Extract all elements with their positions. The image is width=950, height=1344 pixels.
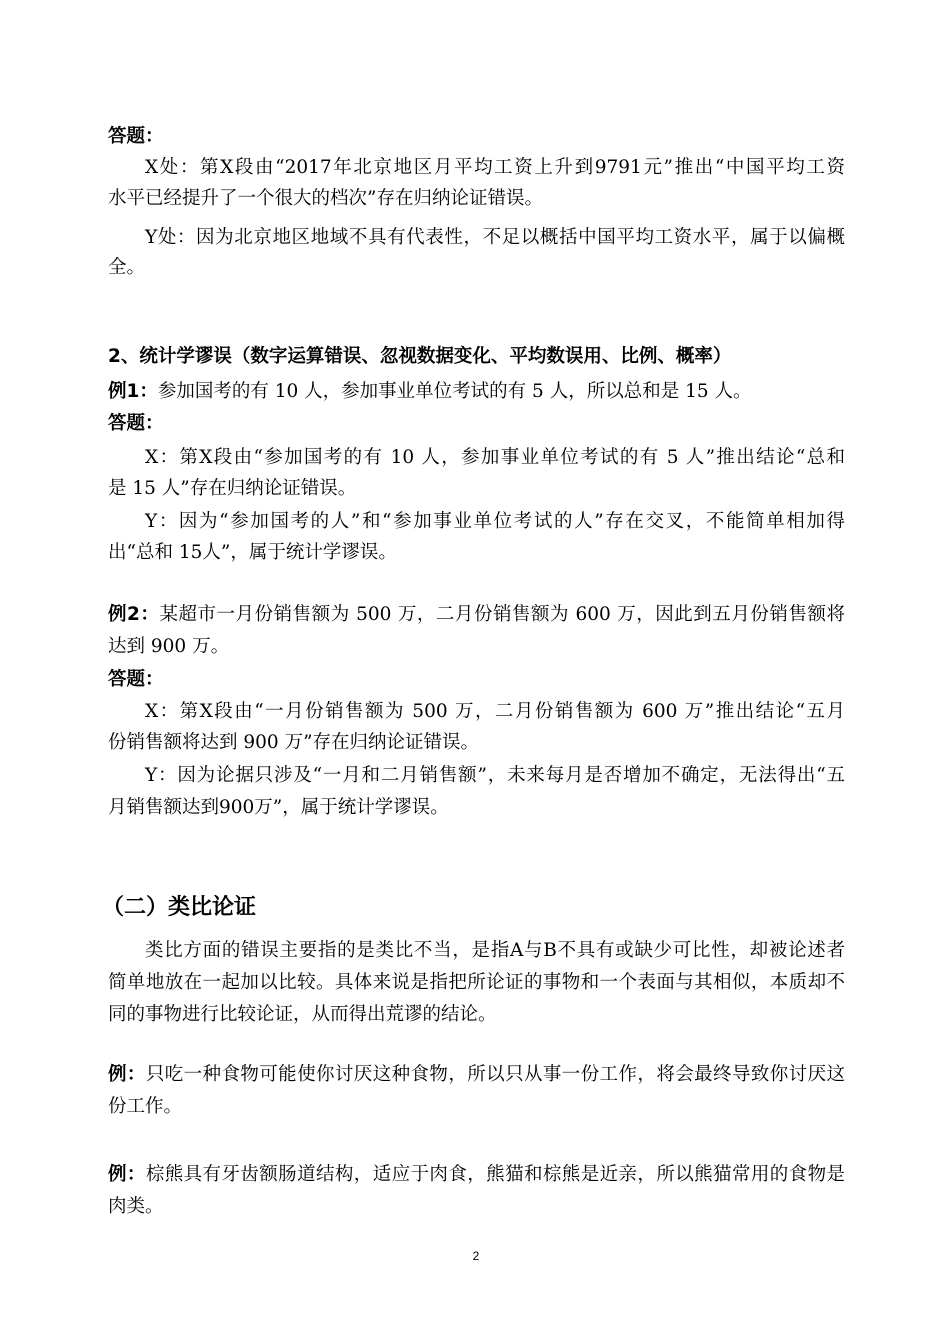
answer-label (108, 412, 845, 436)
line-text: 某超市一月份销售额为 500 万，二月份销售额为 600 万，因此到五月份销售额将 (159, 604, 845, 625)
bold-label: 例2： (108, 604, 160, 625)
text-line (108, 603, 845, 627)
line-text: 月销售额达到900万”，属于统计学谬误。 (108, 797, 449, 818)
line-text: 同的事物进行比较论证，从而得出荒谬的结论。 (108, 1004, 497, 1025)
line-text: Y：因为论据只涉及“一月和二月销售额”，未来每月是否增加不确定，无法得出“五 (145, 765, 845, 786)
bold-label: 2、统计学谬误（数字运算错误、忽视数据变化、平均数误用、比例、概率） (108, 346, 732, 367)
line-text: 参加国考的有 10 人，参加事业单位考试的有 5 人，所以总和是 15 人。 (157, 381, 752, 402)
line-text: 出“总和 15人”，属于统计学谬误。 (108, 542, 397, 563)
text-line (108, 731, 845, 755)
text-line (108, 187, 845, 211)
text-line (108, 380, 845, 404)
text-line (145, 446, 845, 470)
line-text: X：第X段由“参加国考的有 10 人，参加事业单位考试的有 5 人”推出结论“总和 (145, 447, 845, 468)
bold-label: 例： (108, 1164, 146, 1185)
text-line (108, 971, 845, 995)
answer-label (108, 125, 845, 149)
text-line (145, 764, 845, 788)
page-number: 2 (472, 1249, 480, 1263)
bold-label: 例1： (108, 381, 158, 402)
bold-label: 答题： (108, 413, 164, 434)
bold-label: 答题： (108, 126, 164, 147)
line-text: Y：因为“参加国考的人”和“参加事业单位考试的人”存在交叉，不能简单相加得 (145, 511, 845, 532)
text-line (108, 796, 845, 820)
text-line (145, 226, 845, 250)
line-text: 全。 (108, 257, 146, 278)
line-text: 达到 900 万。 (108, 636, 230, 657)
line-text: 份销售额将达到 900 万”存在归纳论证错误。 (108, 732, 480, 753)
text-line (108, 256, 845, 280)
text-line (145, 700, 845, 724)
text-line (108, 1195, 845, 1219)
line-text: 类比方面的错误主要指的是类比不当，是指A与B不具有或缺少可比性，却被论述者 (145, 940, 845, 961)
bold-label: 例： (108, 1064, 146, 1085)
line-text: 棕熊具有牙齿额肠道结构，适应于肉食，熊猫和棕熊是近亲，所以熊猫常用的食物是 (145, 1164, 845, 1185)
bold-label: （二）类比论证 (102, 895, 257, 920)
text-line (108, 635, 845, 659)
section-heading (108, 345, 845, 369)
bold-label: 答题： (108, 669, 164, 690)
line-text: 份工作。 (108, 1096, 183, 1117)
line-text: 是 15 人”存在归纳论证错误。 (108, 478, 357, 499)
text-line (108, 1163, 845, 1187)
line-text: X处：第X段由“2017年北京地区月平均工资上升到9791元”推出“中国平均工资 (145, 157, 845, 178)
line-text: 简单地放在一起加以比较。具体来说是指把所论证的事物和一个表面与其相似，本质却不 (108, 972, 845, 993)
text-line (145, 510, 845, 534)
text-line (108, 1063, 845, 1087)
line-text: X：第X段由“一月份销售额为 500 万，二月份销售额为 600 万”推出结论“五月 (145, 701, 845, 722)
text-line (145, 156, 845, 180)
line-text: 水平已经提升了一个很大的档次”存在归纳论证错误。 (108, 188, 543, 209)
answer-label (108, 668, 845, 692)
text-line (108, 541, 845, 565)
subsection-heading (102, 896, 839, 920)
text-line (145, 939, 845, 963)
line-text: Y处：因为北京地区地域不具有代表性，不足以概括中国平均工资水平，属于以偏概 (145, 227, 845, 248)
line-text: 只吃一种食物可能使你讨厌这种食物，所以只从事一份工作，将会最终导致你讨厌这 (145, 1064, 845, 1085)
text-line (108, 477, 845, 501)
text-line (108, 1095, 845, 1119)
line-text: 肉类。 (108, 1196, 164, 1217)
text-line (108, 1003, 845, 1027)
